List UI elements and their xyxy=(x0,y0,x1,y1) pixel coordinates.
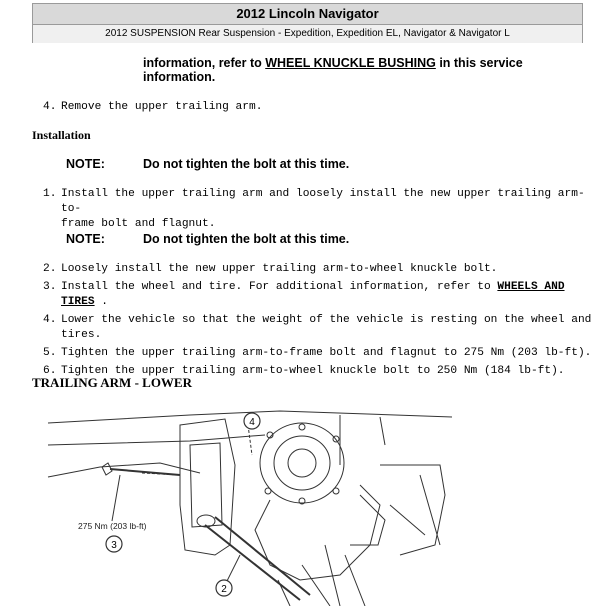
intro-line-2: information. xyxy=(143,70,216,84)
step-text: Loosely install the new upper trailing arm-to-wheel knuckle bolt. xyxy=(61,263,498,275)
callout-2 xyxy=(216,580,232,596)
section-heading: TRAILING ARM - LOWER xyxy=(32,375,192,390)
step-number: 2. xyxy=(43,263,57,275)
callout-3 xyxy=(106,536,122,552)
list-item xyxy=(43,187,603,232)
step-text: Tighten the upper trailing arm-to-wheel knuckle bolt to 250 Nm (184 lb-ft). xyxy=(61,365,565,377)
wheel-knuckle-bushing-link[interactable]: WHEEL KNUCKLE BUSHING xyxy=(265,56,436,70)
removal-steps xyxy=(43,100,262,115)
note-1 xyxy=(66,157,350,171)
wheels-and-tires-link[interactable]: WHEELS AND TIRES xyxy=(61,281,565,308)
note-text: Do not tighten the bolt at this time. xyxy=(143,157,350,171)
installation-step-1 xyxy=(43,187,603,232)
document-title: 2012 Lincoln Navigator xyxy=(33,4,582,25)
document-subtitle: 2012 SUSPENSION Rear Suspension - Expedition, Expedition EL, Navigator & Navigator L xyxy=(33,25,582,43)
document-header xyxy=(32,3,583,43)
step-number: 6. xyxy=(43,365,57,377)
note-2 xyxy=(66,232,350,246)
step-number: 1. xyxy=(43,188,57,200)
list-item xyxy=(43,280,603,310)
step-text: Remove the upper trailing arm. xyxy=(61,101,263,113)
step-number: 5. xyxy=(43,347,57,359)
step-number: 4. xyxy=(43,314,57,326)
list-item xyxy=(43,100,262,115)
note-text: Do not tighten the bolt at this time. xyxy=(143,232,350,246)
svg-text:3: 3 xyxy=(111,540,117,551)
intro-text: information, refer to xyxy=(143,56,266,70)
list-item xyxy=(43,262,603,277)
step-text: Tighten the upper trailing arm-to-frame bolt and flagnut to 275 Nm (203 lb-ft). xyxy=(61,347,592,359)
trailing-arm-diagram xyxy=(40,405,455,606)
note-label: NOTE: xyxy=(66,157,105,171)
step-number: 3. xyxy=(43,281,57,293)
step-number: 4. xyxy=(43,101,57,113)
note-label: NOTE: xyxy=(66,232,105,246)
installation-steps xyxy=(43,262,603,379)
svg-text:2: 2 xyxy=(221,584,227,595)
list-item xyxy=(43,313,603,343)
installation-heading: Installation xyxy=(32,128,91,142)
torque-label: 275 Nm (203 lb-ft) xyxy=(78,521,147,531)
suspension-illustration xyxy=(40,405,455,606)
list-item xyxy=(43,346,603,361)
step-text: Install the upper trailing arm and loosely install the new upper trailing arm-to- frame bolt and flagnut. xyxy=(61,188,585,230)
intro-text-tail: in this service xyxy=(435,56,523,70)
svg-text:4: 4 xyxy=(249,417,255,428)
intro-line-1 xyxy=(143,56,523,70)
step-text: Lower the vehicle so that the weight of the vehicle is resting on the wheel and tires. xyxy=(61,314,592,341)
step-text: Install the wheel and tire. For additional information, refer to WHEELS AND TIRES . xyxy=(61,281,565,308)
callout-4 xyxy=(244,413,260,429)
